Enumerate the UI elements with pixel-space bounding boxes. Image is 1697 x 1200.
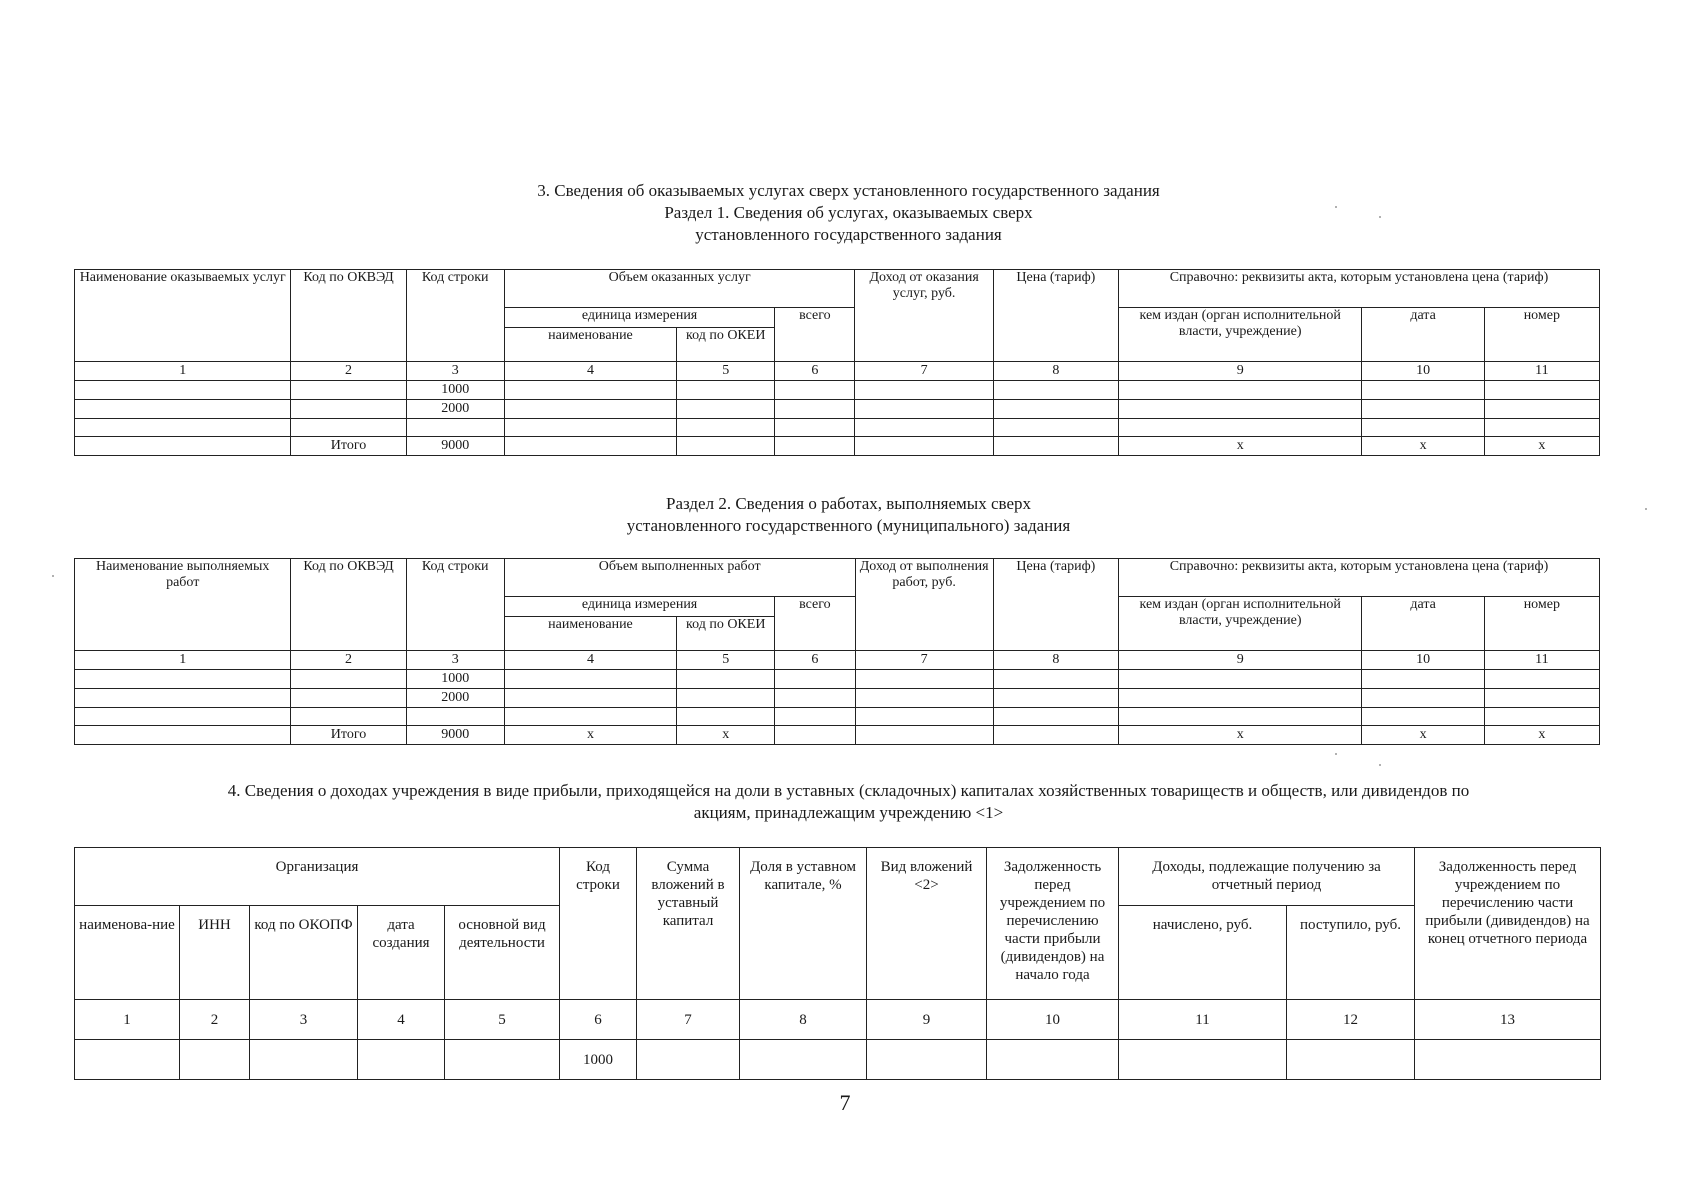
table-cell <box>358 1040 445 1080</box>
column-number: 8 <box>993 651 1118 670</box>
table-cell <box>445 1040 560 1080</box>
table-cell <box>291 689 406 708</box>
header-price: Цена (тариф) <box>993 270 1118 362</box>
column-number: 11 <box>1119 1000 1287 1040</box>
header-debt-start: Задолженность перед учреждением по перечислению части прибыли (дивидендов) на начало года <box>987 848 1119 1000</box>
section4-title-line2: акциям, принадлежащим учреждению <1> <box>693 803 1004 822</box>
table-cell <box>1119 670 1362 689</box>
column-number: 13 <box>1415 1000 1601 1040</box>
column-number: 3 <box>250 1000 358 1040</box>
total-row <box>75 437 1600 456</box>
table-cell <box>677 708 775 726</box>
table-cell <box>406 419 504 437</box>
table-cell <box>504 437 676 456</box>
table-cell: x <box>1118 437 1361 456</box>
header-capital-share: Доля в уставном капитале, % <box>740 848 867 1000</box>
table-row <box>75 1040 1601 1080</box>
column-number: 11 <box>1484 362 1599 381</box>
header-row-code: Код строки <box>560 848 637 1000</box>
section3-subtitle-line2: установленного государственного задания <box>695 225 1002 244</box>
table-cell <box>75 381 291 400</box>
table-cell <box>504 670 676 689</box>
column-number: 1 <box>75 1000 180 1040</box>
table-cell <box>993 400 1118 419</box>
table-cell: x <box>1484 437 1599 456</box>
header-creation-date: дата создания <box>358 906 445 1000</box>
header-price: Цена (тариф) <box>993 559 1118 651</box>
header-issuer: кем издан (орган исполнительной власти, учреждение) <box>1119 597 1362 651</box>
services-table <box>74 269 1600 456</box>
table-cell <box>993 419 1118 437</box>
table-cell: x <box>1484 726 1599 745</box>
table-cell <box>504 689 676 708</box>
column-number: 1 <box>75 651 291 670</box>
table-cell <box>75 708 291 726</box>
table-cell <box>1484 670 1599 689</box>
table-cell <box>1362 670 1484 689</box>
header-inn: ИНН <box>180 906 250 1000</box>
table-cell <box>1287 1040 1415 1080</box>
header-unit-name: наименование <box>504 328 676 362</box>
header-date: дата <box>1362 597 1484 651</box>
header-unit: единица измерения <box>504 308 775 328</box>
table-cell <box>1484 708 1599 726</box>
page-number: 7 <box>839 1090 851 1115</box>
column-number: 3 <box>406 362 504 381</box>
header-accrued: начислено, руб. <box>1119 906 1287 1000</box>
table-cell <box>1118 400 1361 419</box>
table-cell <box>677 381 775 400</box>
header-income: Доход от оказания услуг, руб. <box>855 270 993 362</box>
table-cell <box>291 670 406 689</box>
table-cell <box>1362 400 1484 419</box>
table-cell <box>855 689 993 708</box>
section3-heading <box>0 180 1697 246</box>
table-cell <box>1415 1040 1601 1080</box>
header-total: всего <box>775 597 855 651</box>
table-cell <box>855 708 993 726</box>
total-label: Итого <box>291 437 406 456</box>
header-row-code: Код строки <box>406 270 504 362</box>
table-cell <box>75 689 291 708</box>
table-cell: x <box>1362 437 1484 456</box>
table-cell <box>855 726 993 745</box>
header-row-code: Код строки <box>406 559 504 651</box>
table-cell <box>677 670 775 689</box>
table-cell <box>677 437 775 456</box>
column-number: 9 <box>867 1000 987 1040</box>
column-number: 7 <box>637 1000 740 1040</box>
header-okopf: код по ОКОПФ <box>250 906 358 1000</box>
scan-speck <box>1379 216 1381 218</box>
header-issuer: кем издан (орган исполнительной власти, учреждение) <box>1118 308 1361 362</box>
header-investment-sum: Сумма вложений в уставный капитал <box>637 848 740 1000</box>
header-received: поступило, руб. <box>1287 906 1415 1000</box>
table-cell <box>1119 708 1362 726</box>
table-cell <box>867 1040 987 1080</box>
header-investment-type: Вид вложений <2> <box>867 848 987 1000</box>
table-row <box>75 670 1600 689</box>
table-cell <box>855 419 993 437</box>
header-okved: Код по ОКВЭД <box>291 559 406 651</box>
header-date: дата <box>1362 308 1484 362</box>
table-cell: 1000 <box>560 1040 637 1080</box>
table-cell <box>291 708 406 726</box>
column-number: 2 <box>291 651 406 670</box>
header-okei: код по ОКЕИ <box>677 617 775 651</box>
table-cell <box>75 1040 180 1080</box>
section4-title-line1: 4. Сведения о доходах учреждения в виде прибыли, приходящейся на доли в уставных (складочных) капиталах хозяйственных товариществ и обществ, или дивидендов по <box>227 781 1470 800</box>
column-number: 9 <box>1119 651 1362 670</box>
section3-subtitle-line1: Раздел 1. Сведения об услугах, оказываемых сверх <box>664 203 1033 222</box>
table-cell <box>993 437 1118 456</box>
table-cell <box>504 419 676 437</box>
header-okei: код по ОКЕИ <box>677 328 775 362</box>
column-number: 2 <box>180 1000 250 1040</box>
section3-title: 3. Сведения об оказываемых услугах сверх установленного государственного задания <box>537 181 1160 200</box>
scan-speck <box>52 575 54 577</box>
table-cell <box>75 419 291 437</box>
table-cell <box>775 670 855 689</box>
table-cell <box>1118 419 1361 437</box>
header-number: номер <box>1484 308 1599 362</box>
header-work-name: Наименование выполняемых работ <box>75 559 291 651</box>
table-cell <box>1362 381 1484 400</box>
section4-heading <box>0 780 1697 824</box>
table-cell <box>250 1040 358 1080</box>
column-number: 5 <box>677 362 775 381</box>
scan-speck <box>1379 764 1381 766</box>
table-cell <box>993 670 1118 689</box>
total-label: Итого <box>291 726 406 745</box>
table-cell: 2000 <box>406 689 504 708</box>
table-cell <box>677 689 775 708</box>
table-cell <box>75 726 291 745</box>
column-number-row <box>75 651 1600 670</box>
table-cell <box>1119 1040 1287 1080</box>
column-number: 6 <box>775 362 855 381</box>
table-cell <box>637 1040 740 1080</box>
table-cell <box>993 381 1118 400</box>
table-row <box>75 400 1600 419</box>
table-cell <box>775 400 855 419</box>
table-cell <box>775 437 855 456</box>
column-number-row <box>75 1000 1601 1040</box>
table-cell <box>1484 381 1599 400</box>
table-cell <box>1119 689 1362 708</box>
table-cell: 1000 <box>406 381 504 400</box>
scan-speck <box>1335 206 1337 208</box>
table-cell <box>504 708 676 726</box>
header-number: номер <box>1484 597 1599 651</box>
header-income-period: Доходы, подлежащие получению за отчетный период <box>1119 848 1415 906</box>
column-number: 10 <box>987 1000 1119 1040</box>
table-cell <box>291 400 406 419</box>
table-cell: x <box>504 726 676 745</box>
table-cell <box>775 381 855 400</box>
table-cell <box>504 400 676 419</box>
header-debt-end: Задолженность перед учреждением по перечислению части прибыли (дивидендов) на конец отчетного периода <box>1415 848 1601 1000</box>
column-number: 6 <box>775 651 855 670</box>
works-table <box>74 558 1600 745</box>
table-cell <box>993 726 1118 745</box>
table-cell <box>855 670 993 689</box>
table-cell <box>993 708 1118 726</box>
table-cell <box>291 419 406 437</box>
header-okved: Код по ОКВЭД <box>291 270 406 362</box>
section3-part2-heading <box>0 493 1697 537</box>
column-number: 10 <box>1362 651 1484 670</box>
table-cell <box>1484 419 1599 437</box>
column-number: 12 <box>1287 1000 1415 1040</box>
header-organization: Организация <box>75 848 560 906</box>
column-number: 8 <box>740 1000 867 1040</box>
header-reference: Справочно: реквизиты акта, которым установлена цена (тариф) <box>1119 559 1600 597</box>
column-number-row <box>75 362 1600 381</box>
column-number: 11 <box>1484 651 1599 670</box>
table-cell: 2000 <box>406 400 504 419</box>
table-cell <box>987 1040 1119 1080</box>
table-cell <box>406 708 504 726</box>
header-income: Доход от выполнения работ, руб. <box>855 559 993 651</box>
table-cell <box>180 1040 250 1080</box>
table-cell <box>75 400 291 419</box>
column-number: 7 <box>855 362 993 381</box>
column-number: 5 <box>445 1000 560 1040</box>
part2-subtitle-line2: установленного государственного (муниципального) задания <box>626 516 1071 535</box>
table-cell: 9000 <box>406 437 504 456</box>
table-cell <box>740 1040 867 1080</box>
table-cell <box>677 419 775 437</box>
table-cell <box>1484 400 1599 419</box>
header-reference: Справочно: реквизиты акта, которым установлена цена (тариф) <box>1118 270 1599 308</box>
table-cell: x <box>677 726 775 745</box>
header-main-activity: основной вид деятельности <box>445 906 560 1000</box>
table-cell <box>1484 689 1599 708</box>
header-service-name: Наименование оказываемых услуг <box>75 270 291 362</box>
table-cell <box>775 708 855 726</box>
table-cell <box>855 400 993 419</box>
table-cell <box>1118 381 1361 400</box>
scan-speck <box>1335 753 1337 755</box>
column-number: 5 <box>677 651 775 670</box>
table-cell <box>775 726 855 745</box>
column-number: 6 <box>560 1000 637 1040</box>
column-number: 10 <box>1362 362 1484 381</box>
total-row <box>75 726 1600 745</box>
table-cell <box>855 437 993 456</box>
table-cell <box>504 381 676 400</box>
table-cell <box>677 400 775 419</box>
table-cell: 1000 <box>406 670 504 689</box>
column-number: 3 <box>406 651 504 670</box>
header-unit: единица измерения <box>504 597 775 617</box>
table-row <box>75 381 1600 400</box>
scan-speck <box>1645 508 1647 510</box>
column-number: 4 <box>358 1000 445 1040</box>
table-row <box>75 708 1600 726</box>
column-number: 4 <box>504 362 676 381</box>
table-cell: 9000 <box>406 726 504 745</box>
header-volume: Объем оказанных услуг <box>504 270 855 308</box>
header-total: всего <box>775 308 855 362</box>
table-cell: x <box>1362 726 1484 745</box>
column-number: 2 <box>291 362 406 381</box>
part2-subtitle-line1: Раздел 2. Сведения о работах, выполняемых сверх <box>665 494 1031 513</box>
table-cell <box>291 381 406 400</box>
table-cell <box>1362 419 1484 437</box>
table-cell <box>1362 708 1484 726</box>
table-cell <box>75 437 291 456</box>
column-number: 4 <box>504 651 676 670</box>
table-cell <box>775 419 855 437</box>
table-cell <box>775 689 855 708</box>
table-cell <box>993 689 1118 708</box>
table-cell <box>855 381 993 400</box>
header-volume: Объем выполненных работ <box>504 559 855 597</box>
column-number: 9 <box>1118 362 1361 381</box>
column-number: 8 <box>993 362 1118 381</box>
table-cell: x <box>1119 726 1362 745</box>
table-row <box>75 689 1600 708</box>
dividends-table <box>74 847 1601 1080</box>
header-org-name: наименова-ние <box>75 906 180 1000</box>
column-number: 7 <box>855 651 993 670</box>
table-row <box>75 419 1600 437</box>
column-number: 1 <box>75 362 291 381</box>
table-cell <box>75 670 291 689</box>
header-unit-name: наименование <box>504 617 676 651</box>
table-cell <box>1362 689 1484 708</box>
